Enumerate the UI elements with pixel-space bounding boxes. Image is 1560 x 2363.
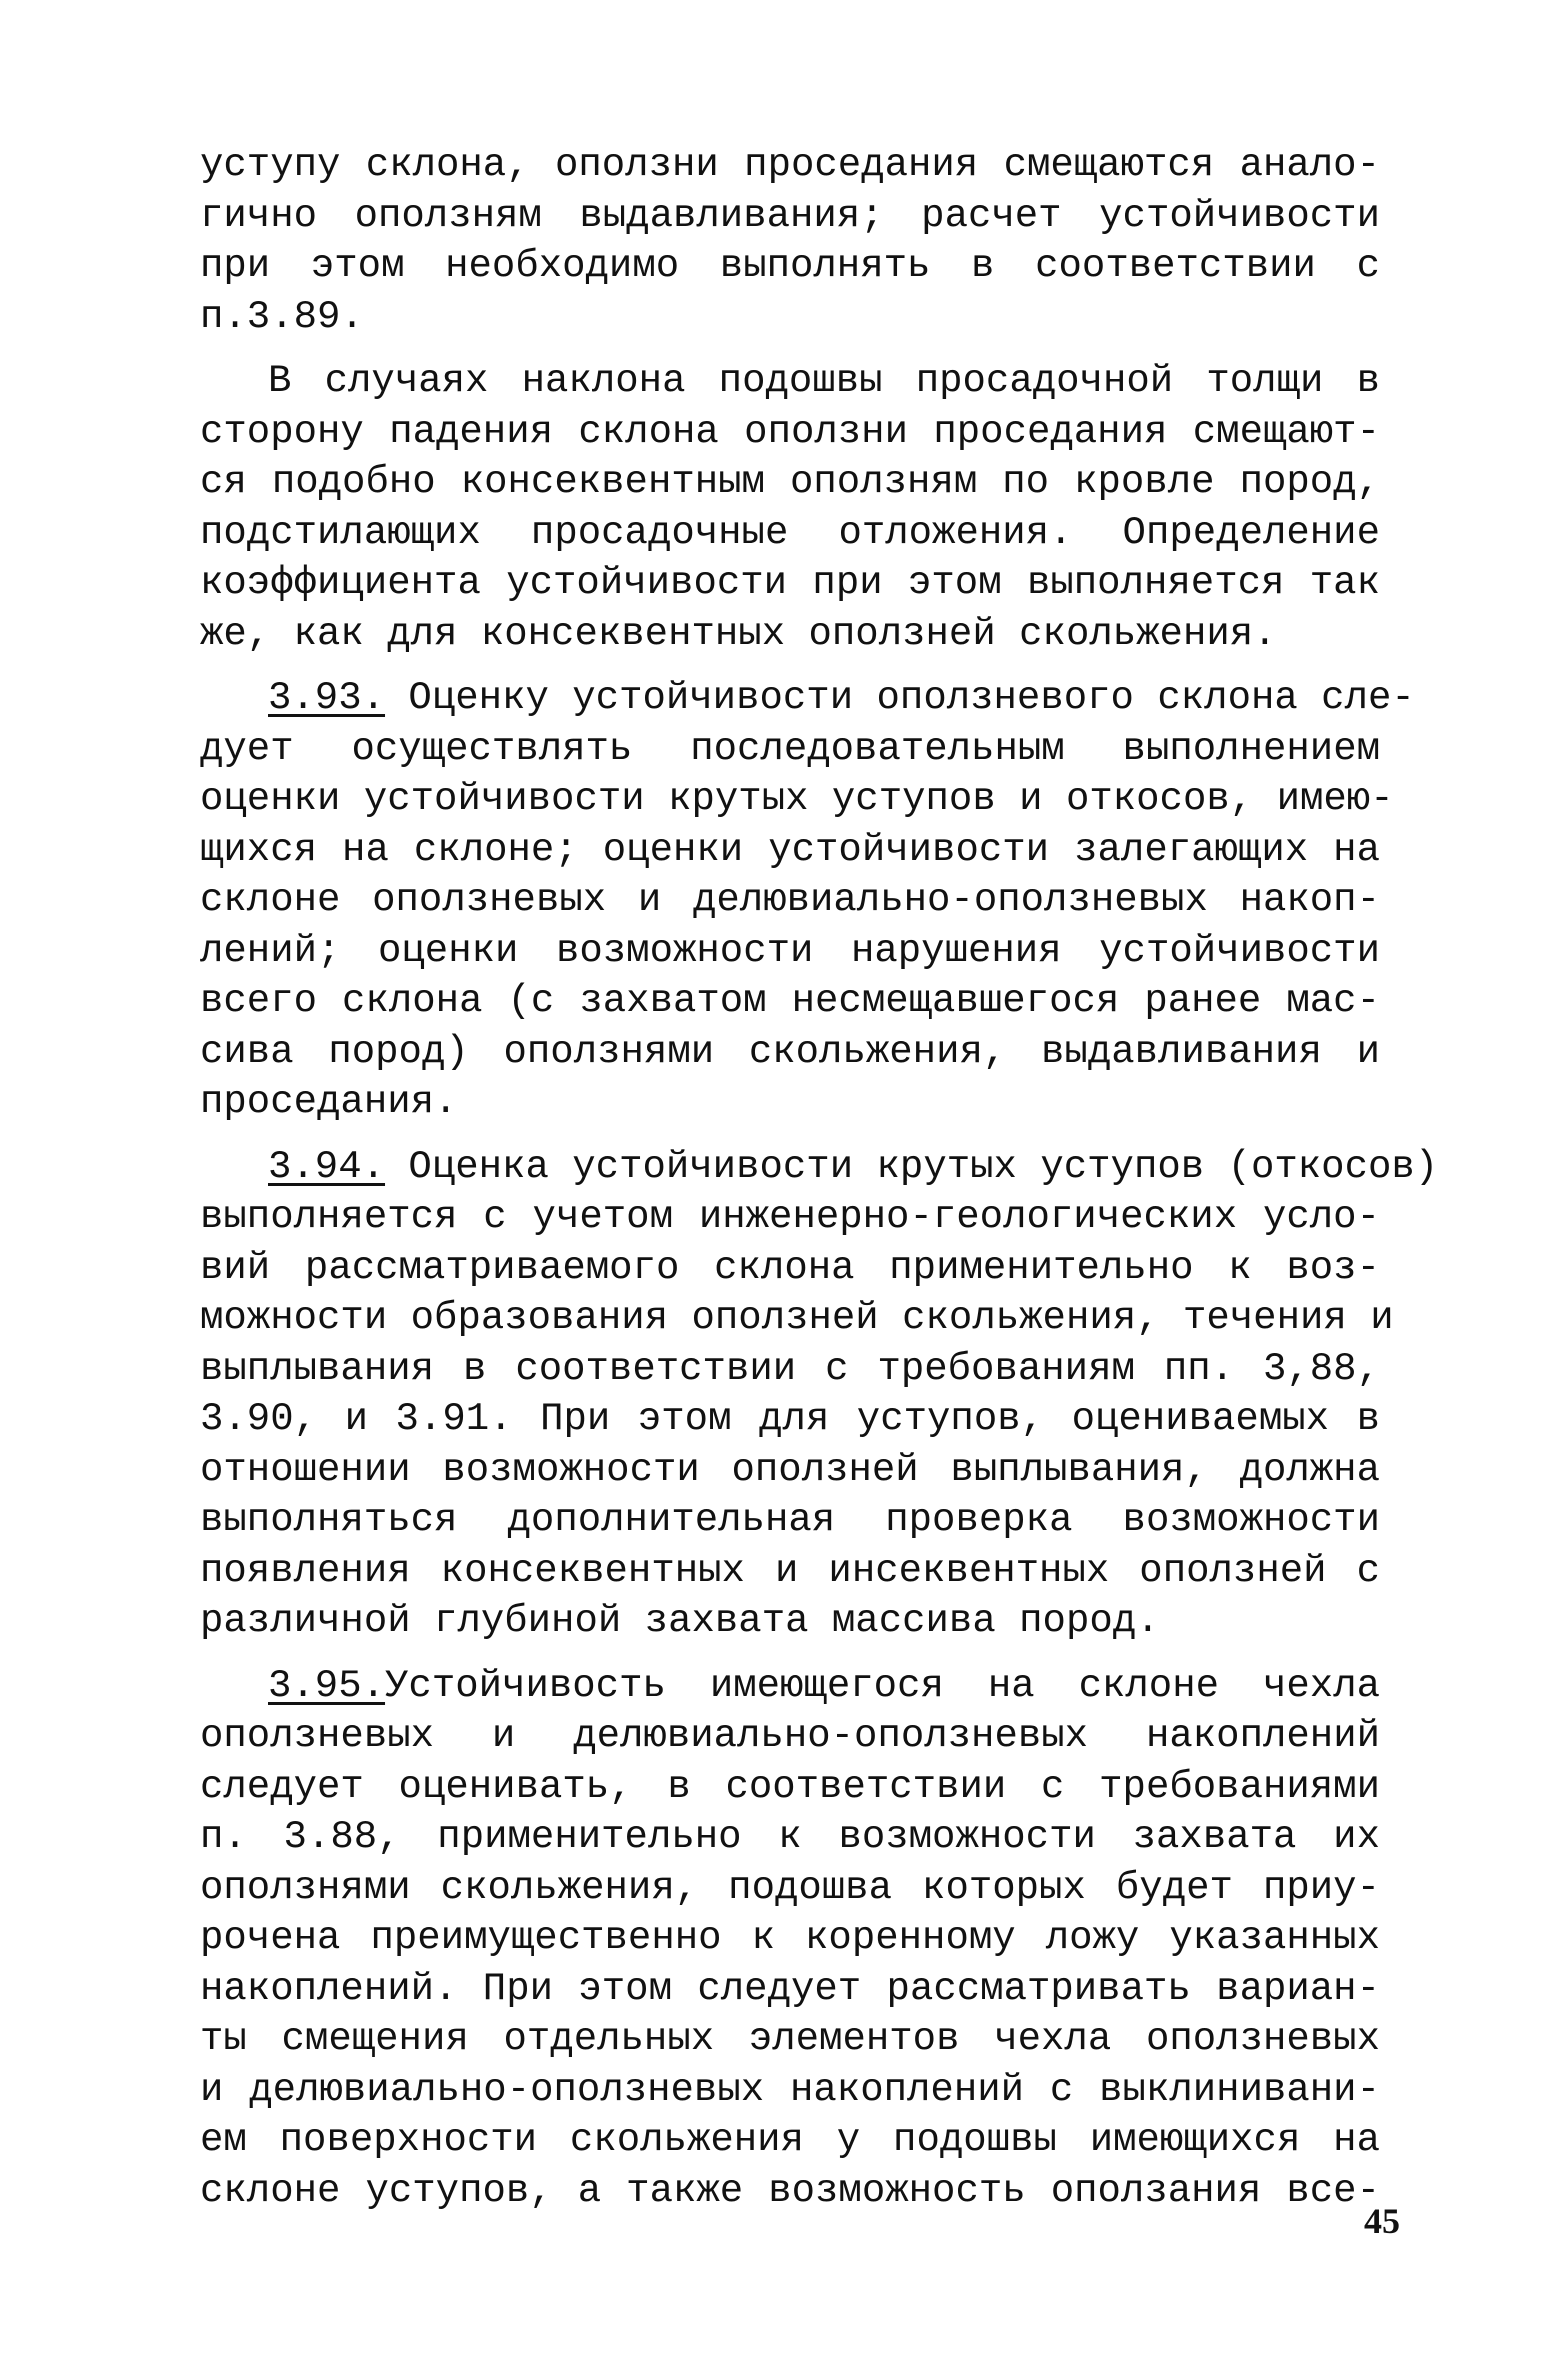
- text-line: [200, 673, 1415, 724]
- text-line: следует оценивать, в соответствии с требованиями: [200, 1764, 1380, 1809]
- text-line: выплывания в соответствии с требованиям пп. 3,88,: [200, 1346, 1380, 1391]
- text-line: сторону падения склона оползни проседания смещают-: [200, 409, 1380, 454]
- text-line: 3.90, и 3.91. При этом для уступов, оцениваемых в: [200, 1397, 1380, 1441]
- text-line: различной глубиной захвата массива пород.: [200, 1599, 1160, 1643]
- text-line-content: Оценку устойчивости оползневого склона сле-: [385, 676, 1415, 720]
- text-line: п. 3.88, применительно к возможности захвата их: [200, 1815, 1380, 1859]
- text-line: дует осуществлять последовательным выполнением: [200, 726, 1380, 771]
- text-line: сива пород) оползнями скольжения, выдавливания и: [200, 1029, 1380, 1074]
- text-line: выполняться дополнительная проверка возможности: [200, 1498, 1380, 1542]
- text-line: п.3.89.: [200, 294, 364, 339]
- text-line: оценки устойчивости крутых уступов и откосов, имею-: [200, 777, 1394, 821]
- text-line: всего склона (с захватом несмещавшегося ранее мас-: [200, 979, 1380, 1023]
- text-line: проседания.: [200, 1080, 458, 1124]
- text-line: [200, 1661, 1380, 1712]
- text-line: рочена преимущественно к коренному ложу указанных: [200, 1916, 1380, 1960]
- text-line: оползневых и делювиально-оползневых накоплений: [200, 1714, 1380, 1758]
- text-line: гично оползням выдавливания; расчет устойчивости: [200, 193, 1380, 238]
- text-line: склоне уступов, а также возможность оползания все-: [200, 2168, 1380, 2213]
- section-number: 3.95.: [268, 1663, 386, 1708]
- text-line: оползнями скольжения, подошва которых будет приу-: [200, 1865, 1380, 1910]
- text-line: ты смещения отдельных элементов чехла оползневых: [200, 2017, 1380, 2061]
- section-3-95: [200, 1661, 1380, 2217]
- text-line: можности образования оползней скольжения, течения и: [200, 1296, 1394, 1340]
- text-line: при этом необходимо выполнять в соответствии с: [200, 244, 1380, 288]
- section-number: 3.94.: [268, 1144, 386, 1189]
- text-line: ем поверхности скольжения у подошвы имеющихся на: [200, 2118, 1380, 2162]
- paragraph-continuation: [200, 140, 1380, 342]
- page-number: 45: [1364, 2201, 1400, 2241]
- text-line: коэффициента устойчивости при этом выполняется так: [200, 561, 1380, 605]
- text-line: подстилающих просадочные отложения. Определение: [200, 510, 1380, 555]
- text-line: накоплений. При этом следует рассматривать вариан-: [200, 1966, 1380, 2011]
- text-line: вий рассматриваемого склона применительно к воз-: [200, 1245, 1380, 1290]
- text-line: склоне оползневых и делювиально-оползневых накоп-: [200, 878, 1380, 922]
- text-line: выполняется с учетом инженерно-геологических усло-: [200, 1195, 1380, 1239]
- section-number: 3.93.: [268, 676, 386, 720]
- text-line: щихся на склоне; оценки устойчивости залегающих на: [200, 827, 1380, 872]
- text-line: ся подобно консеквентным оползням по кровле пород,: [200, 460, 1380, 504]
- paragraph-subsidence-slope: [200, 356, 1380, 659]
- text-line: и делювиально-оползневых накоплений с выклинивани-: [200, 2067, 1380, 2112]
- body-text: [200, 140, 1439, 2216]
- text-line: В случаях наклона подошвы просадочной толщи в: [268, 359, 1380, 403]
- section-3-93: [200, 673, 1415, 1128]
- text-line: [200, 1142, 1439, 1193]
- text-line: появления консеквентных и инсеквентных оползней с: [200, 1548, 1380, 1593]
- text-line: лений; оценки возможности нарушения устойчивости: [200, 928, 1380, 973]
- text-line-content: Оценка устойчивости крутых уступов (откосов): [385, 1144, 1439, 1189]
- text-line: уступу склона, оползни проседания смещаются анало-: [200, 143, 1380, 187]
- text-line: же, как для консеквентных оползней скольжения.: [200, 611, 1277, 656]
- text-line-content: Устойчивость имеющегося на склоне чехла: [385, 1663, 1380, 1708]
- section-3-94: [200, 1142, 1439, 1647]
- text-line: отношении возможности оползней выплывания, должна: [200, 1447, 1380, 1492]
